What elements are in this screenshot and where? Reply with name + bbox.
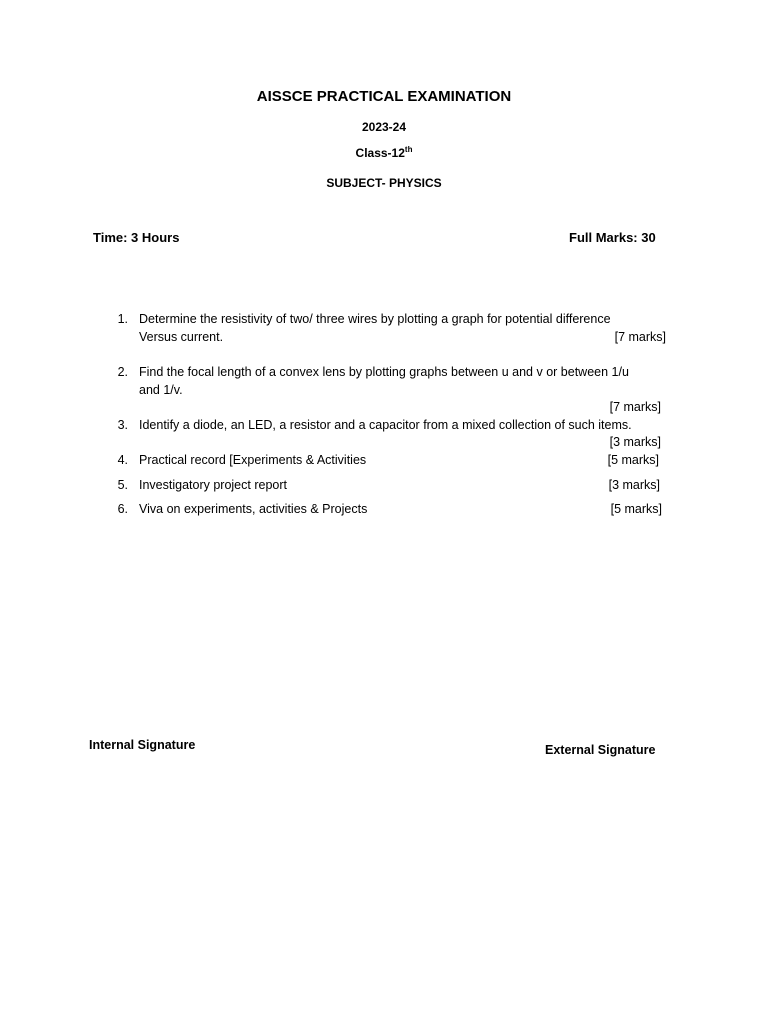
question-number: 1. [117, 312, 128, 326]
full-marks-label: Full Marks: 30 [569, 230, 656, 245]
internal-signature-label: Internal Signature [89, 738, 196, 752]
question-text-continued: Versus current. [139, 330, 224, 344]
question-number: 3. [117, 418, 128, 432]
page-title: AISSCE PRACTICAL EXAMINATION [256, 88, 512, 105]
question-marks: [3 marks] [608, 478, 660, 492]
subject-label: SUBJECT- PHYSICS [326, 176, 442, 190]
class-label [0, 146, 768, 160]
question-marks: [7 marks] [609, 400, 661, 414]
question-text: Determine the resistivity of two/ three wires by plotting a graph for potential difference [139, 312, 611, 326]
question-marks: [7 marks] [614, 330, 666, 344]
class-superscript: th [404, 145, 413, 154]
time-label: Time: 3 Hours [93, 230, 180, 245]
question-text: Viva on experiments, activities & Projects [139, 502, 368, 516]
question-marks: [3 marks] [609, 435, 661, 449]
question-number: 5. [117, 478, 128, 492]
question-text: Practical record [Experiments & Activities [139, 453, 367, 467]
question-marks: [5 marks] [610, 502, 662, 516]
question-number: 6. [117, 502, 128, 516]
question-marks: [5 marks] [607, 453, 659, 467]
exam-year: 2023-24 [361, 120, 407, 134]
question-number: 4. [117, 453, 128, 467]
class-text: Class-12 [355, 146, 405, 160]
question-number: 2. [117, 365, 128, 379]
question-text-continued: and 1/v. [139, 383, 183, 397]
external-signature-label: External Signature [545, 743, 656, 757]
question-text: Investigatory project report [139, 478, 287, 492]
question-text: Find the focal length of a convex lens by plotting graphs between u and v or between 1/u [139, 365, 629, 379]
question-text: Identify a diode, an LED, a resistor and a capacitor from a mixed collection of such items. [139, 418, 632, 432]
